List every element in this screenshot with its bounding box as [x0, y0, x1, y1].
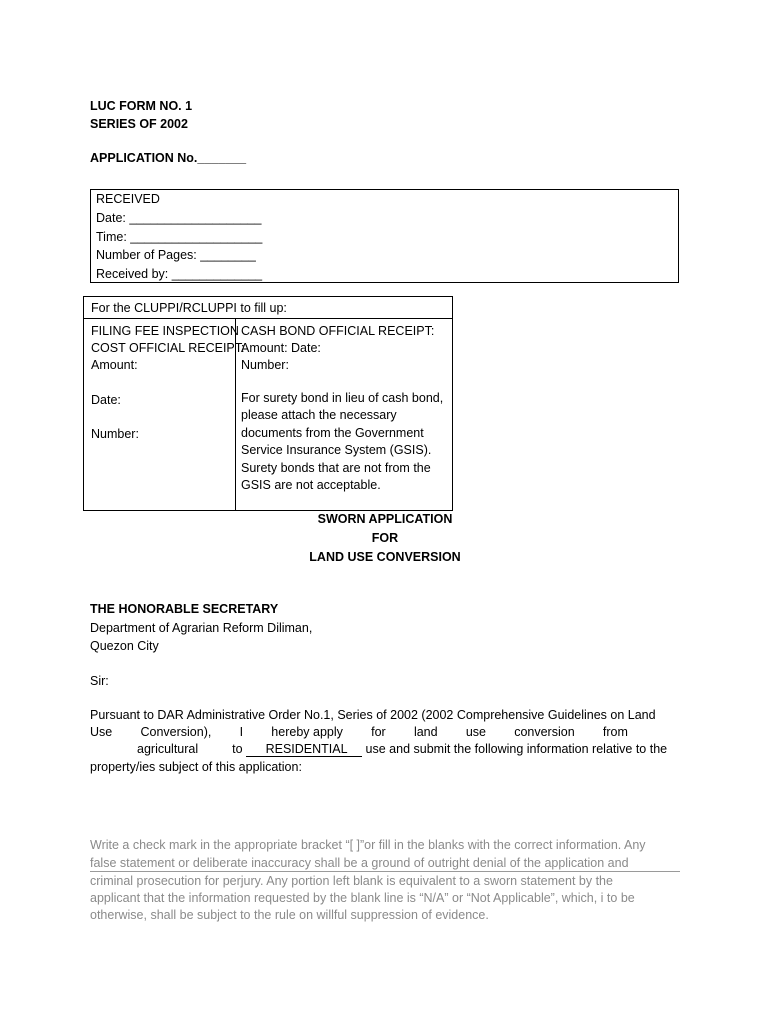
- body-word: I: [239, 725, 244, 739]
- cash-bond-title: CASH BOND OFFICIAL RECEIPT:: [241, 324, 435, 338]
- residential-value: RESIDENTIAL: [265, 742, 348, 756]
- cluppi-header-text: For the CLUPPI/RCLUPPI to fill up:: [91, 301, 287, 315]
- filing-fee-amount: Amount:: [91, 358, 138, 372]
- surety-note-line: GSIS are not acceptable.: [241, 478, 381, 492]
- received-title: RECEIVED: [96, 192, 160, 206]
- body-word: land: [413, 725, 438, 739]
- title-line2: FOR: [371, 531, 399, 545]
- body-word: hereby apply: [271, 725, 343, 739]
- cluppi-table: [83, 296, 453, 511]
- application-number: APPLICATION No._______: [90, 151, 247, 165]
- body-word: Use: [90, 725, 113, 739]
- surety-note-line: Service Insurance System (GSIS).: [241, 443, 432, 457]
- title-line3: LAND USE CONVERSION: [309, 550, 461, 564]
- salutation: Sir:: [90, 674, 109, 688]
- addressee-city: Quezon City: [90, 639, 159, 653]
- body-word: Conversion),: [140, 725, 212, 739]
- filing-fee-line2: COST OFFICIAL RECEIPT:: [91, 341, 245, 355]
- instruction-divider: [90, 871, 680, 872]
- surety-note-line: Surety bonds that are not from the: [241, 461, 431, 475]
- filing-fee-line1: FILING FEE INSPECTION: [91, 324, 239, 338]
- body-word: for: [371, 725, 386, 739]
- filing-fee-date: Date:: [91, 393, 121, 407]
- addressee-department: Department of Agrarian Reform Diliman,: [90, 621, 313, 635]
- residential-blank: [246, 742, 362, 757]
- body-line4: property/ies subject of this application:: [90, 760, 302, 774]
- body-word: from: [602, 725, 628, 739]
- received-pages: Number of Pages: ________: [96, 248, 256, 262]
- title-line1: SWORN APPLICATION: [317, 512, 453, 526]
- cluppi-table-header: [84, 297, 452, 319]
- body-line2: [90, 725, 628, 739]
- body-word-agricultural: agricultural: [137, 742, 199, 756]
- body-line3-rest: use and submit the following information relative to the: [365, 742, 668, 756]
- cash-bond-amount-date: Amount: Date:: [241, 341, 321, 355]
- addressee-title: THE HONORABLE SECRETARY: [90, 602, 279, 616]
- body-line3: [137, 742, 667, 757]
- surety-note-line: documents from the Government: [241, 426, 424, 440]
- instruction-line: otherwise, shall be subject to the rule on willful suppression of evidence.: [90, 908, 489, 922]
- form-number: LUC FORM NO. 1: [90, 99, 193, 113]
- form-series: SERIES OF 2002: [90, 117, 188, 131]
- received-by: Received by: _____________: [96, 267, 263, 281]
- received-date: Date: ___________________: [96, 211, 262, 225]
- body-word: conversion: [514, 725, 575, 739]
- body-line1: Pursuant to DAR Administrative Order No.1, Series of 2002 (2002 Comprehensive Guidelines on Land: [90, 708, 656, 722]
- received-time: Time: ___________________: [96, 230, 263, 244]
- instruction-line: criminal prosecution for perjury. Any portion left blank is equivalent to a sworn statement by the: [90, 874, 613, 888]
- received-box: [90, 189, 679, 283]
- surety-note-line: For surety bond in lieu of cash bond,: [241, 391, 444, 405]
- filing-fee-cell: [91, 324, 245, 504]
- instruction-line: applicant that the information requested by the blank line is “N/A” or “Not Applicable”, which, i to be: [90, 891, 635, 905]
- cash-bond-cell: [241, 324, 451, 504]
- instruction-line: Write a check mark in the appropriate bracket “[ ]”or fill in the blanks with the correct information. Any: [90, 838, 646, 852]
- body-word: use: [465, 725, 486, 739]
- filing-fee-number: Number:: [91, 427, 139, 441]
- body-word-to: to: [232, 742, 243, 756]
- cash-bond-number: Number:: [241, 358, 289, 372]
- instruction-line: false statement or deliberate inaccuracy shall be a ground of outright denial of the application and: [90, 856, 629, 870]
- surety-note-line: please attach the necessary: [241, 408, 397, 422]
